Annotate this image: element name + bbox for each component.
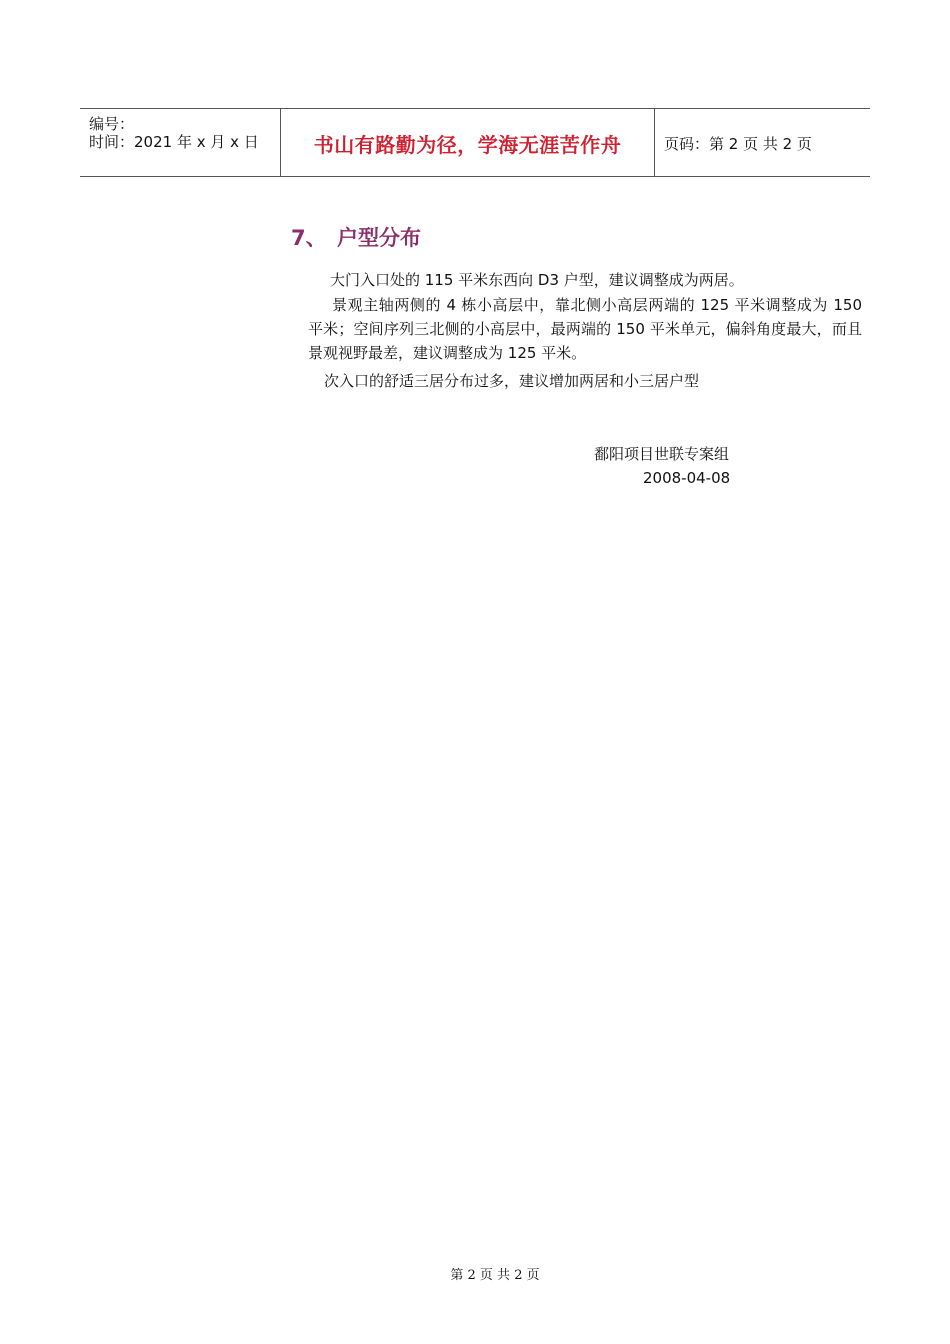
document-code-label: 编号： bbox=[89, 115, 135, 133]
section-heading bbox=[291, 225, 421, 251]
page-footer: 第 2 页 共 2 页 bbox=[450, 1268, 540, 1283]
signature-date: 2008-04-08 bbox=[643, 469, 731, 487]
header-motto-cell bbox=[281, 109, 655, 176]
document-time-label: 时间：2021 年 x 月 x 日 bbox=[89, 133, 259, 151]
page-header bbox=[80, 108, 870, 177]
section-number: 7、 bbox=[291, 226, 327, 250]
paragraph: 景观主轴两侧的 4 栋小高层中，靠北侧小高层两端的 125 平米调整成为 150 平米；空间序列三北侧的小高层中，最两端的 150 平米单元，偏斜角度最大，而且景观视野最差，建议调整成为 125 平米。 bbox=[308, 296, 862, 362]
header-info-cell bbox=[80, 109, 281, 176]
header-motto: 书山有路勤为径，学海无涯苦作舟 bbox=[313, 133, 622, 157]
paragraph: 大门入口处的 115 平米东西向 D3 户型，建议调整成为两居。 bbox=[330, 271, 744, 289]
header-page-info: 页码：第 2 页 共 2 页 bbox=[664, 135, 812, 153]
signature-organization: 鄱阳项目世联专案组 bbox=[594, 445, 730, 463]
section-title: 户型分布 bbox=[337, 226, 421, 250]
paragraph: 次入口的舒适三居分布过多，建议增加两居和小三居户型 bbox=[324, 372, 700, 390]
header-page-cell bbox=[655, 109, 870, 176]
